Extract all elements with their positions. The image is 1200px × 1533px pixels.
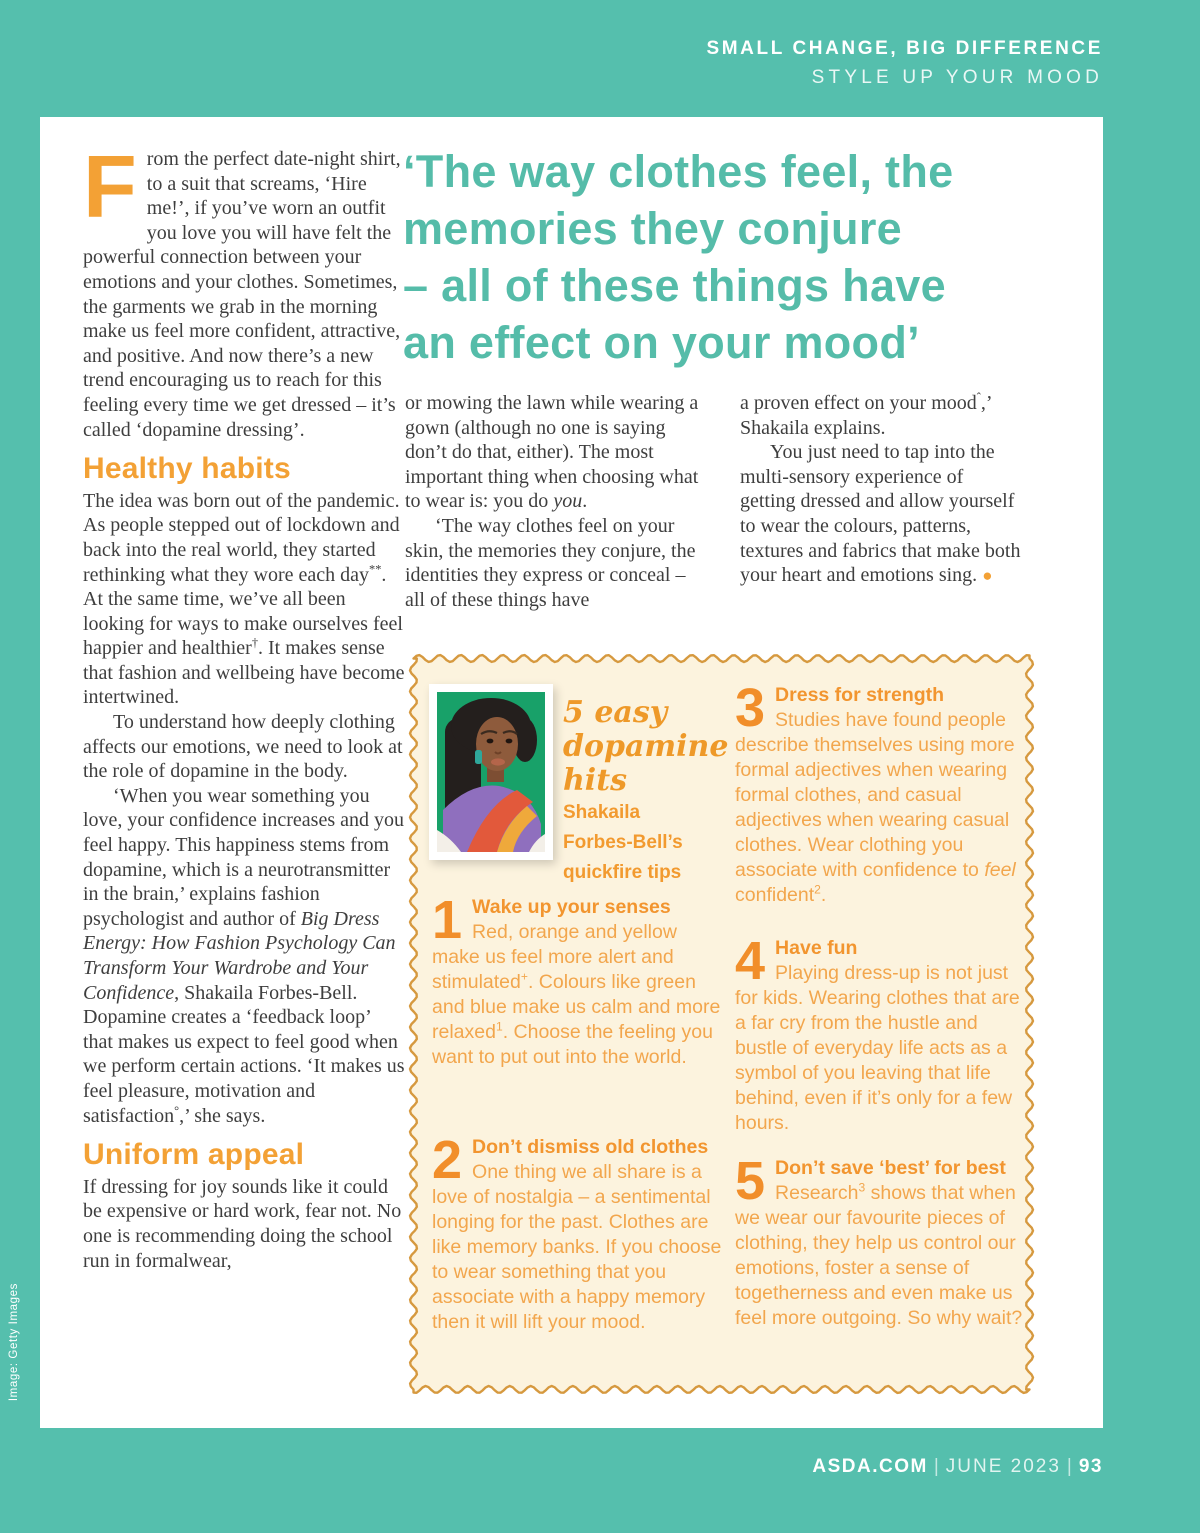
image-credit: Image: Getty Images [8,1283,20,1402]
body-paragraph: To understand how deeply clothing affects our emotions, we need to look at the role of dopamine in the body. [83,711,403,783]
footer-page-number: 93 [1078,1456,1103,1477]
tips-box-subtitle-line: quickfire tips [563,862,682,883]
tips-box-subtitle [563,798,743,888]
pull-quote-line: ‘The way clothes feel, the [403,146,954,197]
section-heading-healthy-habits: Healthy habits [83,452,291,486]
body-paragraph: a proven effect on your mood$^ˆ$,’ Shakaila explains. [740,390,992,439]
tip-heading: Wake up your senses [472,896,671,918]
tips-box-subtitle-line: Forbes-Bell’s [563,832,683,853]
tips-box-title-line: dopamine [563,729,729,764]
footer-site: ASDA.COM [812,1456,928,1477]
tip-number: 5 [735,1151,766,1211]
tips-box-title-line: hits [563,763,627,798]
body-paragraph: The idea was born out of the pandemic. As people stepped out of lockdown and back into the real world, they started rethinking what they wore each day**. At the same time, we’ve all been looking for ways to make ourselves feel happier and healthier†. It makes sense that fashion and wellbeing have become intertwined. [83,489,405,709]
tip-number: 4 [735,931,766,991]
tips-box-title-line: 5 easy [563,695,668,730]
tip-number: 1 [432,890,463,950]
tip-heading: Have fun [775,937,858,959]
tip-3 [735,678,1028,908]
tip-heading: Don’t save ‘best’ for best [775,1157,1006,1179]
page-header [706,38,1103,89]
body-paragraph: You just need to tap into the multi-sensory experience of getting dressed and allow yourself to wear the colours, patterns, textures and fabrics that make both your heart and emotions sing. ● [740,441,1021,587]
pull-quote-line: memories they conjure [403,203,902,254]
article-column-middle [405,391,710,612]
pull-quote-line: – all of these things have [403,260,946,311]
intro-text: rom the perfect date-night shirt, to a suit that screams, ‘Hire me!’, if you’ve worn an outfit you love you will have felt the powerful connection between your emotions and your clothes. Sometimes, the garments we grab in the morning make us feel more confident, attractive, and positive. And now there’s a new trend encouraging us to reach for this feeling every time we get dressed – it’s called ‘dopamine dressing’. [83,148,401,441]
footer-issue: JUNE 2023 [945,1456,1061,1477]
tip-2 [432,1130,728,1335]
tip-1 [432,890,728,1070]
dopamine-tips-box [405,650,1038,1398]
tip-number: 3 [735,678,766,738]
header-strapline: STYLE UP YOUR MOOD [811,67,1103,88]
article-column-right [740,391,1022,589]
photo-frame [429,684,553,860]
tips-box-title [563,696,763,798]
drop-cap: F [83,137,137,236]
tip-number: 2 [432,1130,463,1190]
section-heading-uniform-appeal: Uniform appeal [83,1138,305,1172]
body-paragraph: or mowing the lawn while wearing a gown (although no one is saying don’t do that, either). The most important thing when choosing what to wear is: you do you. [405,392,699,513]
tip-body: One thing we all share is a love of nostalgia – a sentimental longing for the past. Clothes are like memory banks. If you choose to wear something that you associate with a happy memory then it will lift your mood. [432,1161,722,1333]
tip-body: Research$^3$ shows that when we wear our favourite pieces of clothing, they help us control our emotions, foster a sense of togetherness and even make us feel more outgoing. So why wait? [735,1180,1023,1329]
tip-body: Studies have found people describe themselves using more formal adjectives when wearing formal clothes, and casual adjectives when wearing casual clothes. Wear clothing you associate with confidence to feel confident$^2$. [735,709,1016,906]
tip-heading: Don’t dismiss old clothes [472,1136,709,1158]
body-paragraph: ‘When you wear something you love, your confidence increases and you feel happy. This happiness stems from dopamine, which is a neurotransmitter in the brain,’ explains fashion psychologist and author of Big Dress Energy: How Fashion Psychology Can Transform Your Wardrobe and Your Confidence, Shakaila Forbes-Bell. Dopamine creates a ‘feedback loop’ that makes us expect to feel good when we perform certain actions. ‘It makes us feel pleasure, motivation and satisfaction°,’ she says. [83,784,405,1127]
body-paragraph: ‘The way clothes feel on your skin, the memories they conjure, the identities they express or conceal – all of these things have [405,514,696,611]
tip-5 [735,1151,1028,1331]
body-paragraph: If dressing for joy sounds like it could be expensive or hard work, fear not. No one is recommending doing the school run in formalwear, [83,1175,402,1272]
footer-separator: | [1066,1456,1073,1477]
portrait-photo [437,692,545,852]
tip-4 [735,931,1028,1136]
article-column-left [83,137,405,1273]
header-kicker: SMALL CHANGE, BIG DIFFERENCE [706,38,1103,59]
article-panel [40,117,1103,1428]
footer-separator: | [933,1456,940,1477]
page-footer [812,1456,1103,1478]
tip-body: Playing dress-up is not just for kids. Wearing clothes that are a far cry from the hustle and bustle of everyday life acts as a symbol of you leaving that life behind, even if it’s only for a few hours. [735,962,1020,1134]
pull-quote-line: an effect on your mood’ [403,317,920,368]
tips-box-subtitle-line: Shakaila [563,802,641,823]
pull-quote [403,143,1063,371]
intro-paragraph [83,137,405,442]
tip-body: Red, orange and yellow make us feel more alert and stimulated+. Colours like green and blue make us calm and more relaxed$^1$. Choose the feeling you want to put out into the world. [432,921,721,1068]
tip-heading: Dress for strength [775,684,945,706]
